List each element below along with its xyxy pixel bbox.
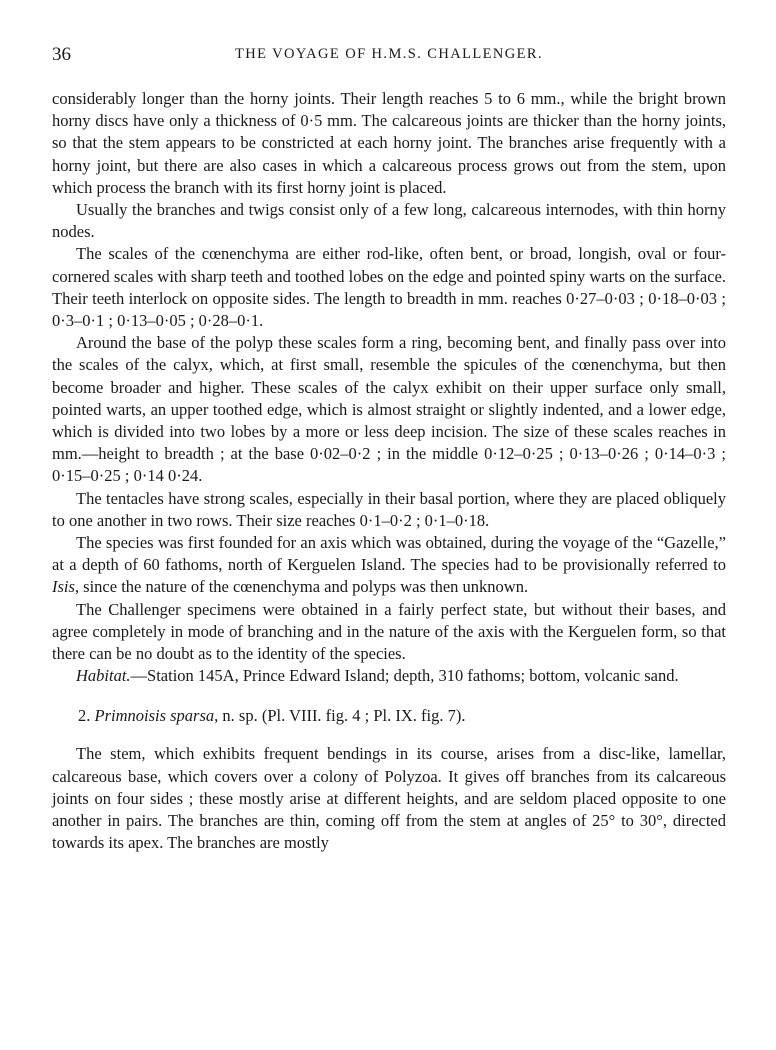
habitat-text: —Station 145A, Prince Edward Island; depth, 310 fathoms; bottom, volcanic sand. [130, 666, 679, 686]
species-reference: , n. sp. (Pl. VIII. fig. 4 ; Pl. IX. fig. 7). [214, 706, 466, 726]
text-before: The species was first founded for an axis which was obtained, during the voyage of the “Gazelle,” at a depth of 60 fathoms, north of Kerguelen Island. The species had to be provisionally referred to [52, 533, 726, 575]
page-header [52, 44, 726, 70]
paragraph-tentacles: The tentacles have strong scales, especially in their basal portion, where they are placed obliquely to one another in two rows. Their size reaches 0·1–0·2 ; 0·1–0·18. [52, 488, 726, 530]
paragraph-branches: Usually the branches and twigs consist only of a few long, calcareous internodes, with thin horny nodes. [52, 200, 726, 242]
species-number: 2. [78, 706, 91, 726]
paragraph-scales: The scales of the cœnenchyma are either rod-like, often bent, or broad, longish, oval or four-cornered scales with sharp teeth and toothed lobes on the edge and pointed spiny warts on the surface. Their teeth interlock on opposite sides. The length to breadth in mm. reaches 0·27–0·03 ; 0·18–0·03 ; 0·3–0·1 ; 0·13–0·05 ; 0·28–0·1. [52, 244, 726, 331]
paragraph-continuation: considerably longer than the horny joints. Their length reaches 5 to 6 mm., while the bright brown horny discs have only a thickness of 0·5 mm. The calcareous joints are thicker than the horny joints, so that the stem appears to be constricted at each horny joint. The branches arise frequently with a horny joint, but there are also cases in which a calcareous process grows out from the stem, upon which process the branch with its first horny joint is placed. [52, 89, 726, 197]
page-number: 36 [52, 44, 71, 65]
paragraph-challenger-specimens: The Challenger specimens were obtained in a fairly perfect state, but without their bases, and agree completely in mode of branching and in the nature of the axis with the Kerguelen form, so that there can be no doubt as to the identity of the species. [52, 599, 726, 664]
paragraph-habitat [52, 665, 726, 687]
paragraph-stem-description: The stem, which exhibits frequent bendings in its course, arises from a disc-like, lamellar, calcareous base, which covers over a colony of Polyzoa. It gives off branches from its calcareous joints on four sides ; these mostly arise at different heights, and are seldom placed opposite to one another in pairs. The branches are thin, coming off from the stem at angles of 25° to 30°, directed towards its apex. The branches are mostly [52, 744, 726, 853]
genus-isis: Isis [52, 577, 75, 597]
species-name: Primnoisis sparsa [94, 706, 215, 726]
species-heading [78, 705, 726, 727]
running-title: THE VOYAGE OF H.M.S. CHALLENGER. [235, 46, 543, 62]
text-after: , since the nature of the cœnenchyma and polyps was then unknown. [74, 577, 529, 597]
habitat-label: Habitat. [76, 666, 131, 686]
page-body [52, 88, 726, 855]
paragraph-gazelle [52, 532, 726, 599]
paragraph-calyx: Around the base of the polyp these scales form a ring, becoming bent, and finally pass over into the scales of the calyx, which, at first small, resemble the spicules of the cœnenchyma, but then become broader and higher. These scales of the calyx exhibit on their upper surface only small, pointed warts, an upper toothed edge, which is almost straight or slightly indented, and a lower edge, which is divided into two lobes by a more or less deep incision. The size of these scales reaches in mm.—height to breadth ; at the base 0·02–0·2 ; in the middle 0·12–0·25 ; 0·13–0·26 ; 0·14–0·3 ; 0·15–0·25 ; 0·14 0·24. [52, 333, 726, 486]
